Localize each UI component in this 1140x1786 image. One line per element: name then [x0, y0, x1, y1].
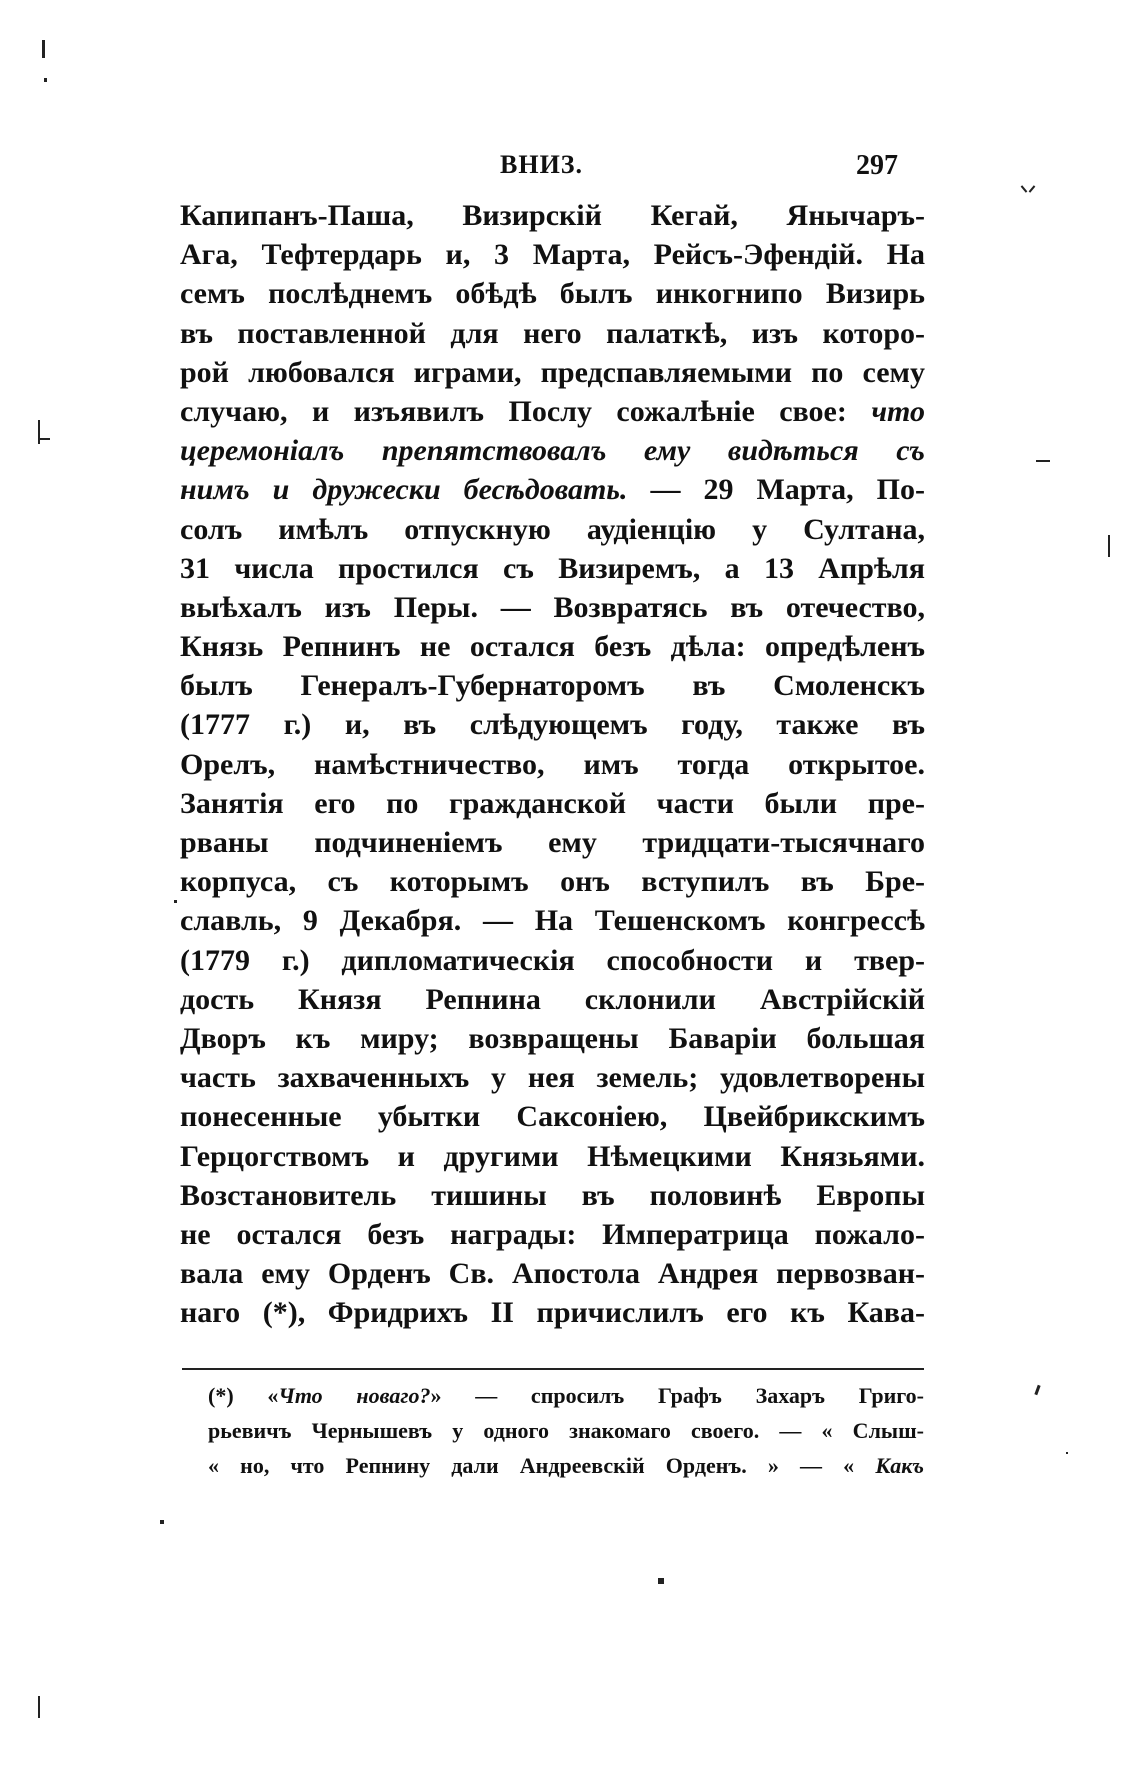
scan-speck: [44, 78, 47, 82]
text-line-4: въ поставленной для него палаткѣ, изъ котоpo-: [180, 316, 925, 350]
footnote-rule: [182, 1368, 924, 1370]
text-line-14: (1777 г.) и, въ слѣдующемъ году, также въ: [180, 708, 925, 742]
scan-speck: [38, 438, 50, 440]
footnote-line-1: (*) «Что новаго?» — спросилъ Графъ Захаръ Григо-: [208, 1383, 925, 1408]
text-line-23: часть захваченныхъ у нея земель; удовлетворены: [180, 1061, 925, 1095]
text-line-6: случаю, и изъявилъ Послу сожалѣніе свое: что: [180, 394, 925, 428]
text-line-25: Герцогствомъ и другими Нѣмецкими Князьями.: [180, 1139, 925, 1173]
text-line-28: вала ему Орденъ Св. Апостола Андрея первозван-: [180, 1257, 925, 1291]
text-line-3: семъ послѣднемъ обѣдѣ былъ инкогнипо Визирь: [180, 277, 925, 311]
text-line-12: Князь Репнинъ не остался безъ дѣла: опредѣленъ: [180, 630, 925, 664]
text-line-13: былъ Генералъ-Губернаторомъ въ Смоленскъ: [180, 669, 925, 703]
text-line-9: солъ имѣлъ отпускную аудіенцію у Султана,: [180, 512, 925, 546]
running-head: [0, 150, 1140, 190]
text-line-2: Ага, Тефтердарь и, 3 Марта, Рейсъ-Эфендій. На: [180, 238, 925, 272]
italic-quote: нимъ и дружески бесѣдовать.: [180, 473, 628, 507]
text-line-27: не остался безъ награды: Императрица пожало-: [180, 1217, 925, 1251]
text-line-22: Дворъ къ миру; возвращены Баваріи большая: [180, 1021, 925, 1055]
scan-speck: [1108, 535, 1110, 557]
scan-speck: [42, 40, 45, 58]
scan-speck: [38, 1696, 40, 1718]
scan-speck: [1066, 1452, 1068, 1454]
body-text: [180, 196, 925, 1332]
scan-speck: [160, 1520, 164, 1524]
text-line-24: понесенные убытки Саксоніею, Цвейбрикскимъ: [180, 1100, 925, 1134]
footnote-line-3: « но, что Репнину дали Андреевскій Орденъ. » — « Какъ: [208, 1453, 924, 1478]
text-line-18: корпуса, съ которымъ онъ вступилъ въ Бре-: [180, 865, 925, 899]
text-line-15: Орелъ, намѣстничество, имъ тогда открытое.: [180, 747, 925, 781]
footnote-line-2: рьевичъ Чернышевъ у одного знакомаго своего. — « Слыш-: [208, 1418, 924, 1443]
scan-speck: [1036, 460, 1050, 462]
text-line-21: дость Князя Репнина склонили Австрійскій: [180, 982, 925, 1016]
running-title: ВНИЗ.: [500, 150, 584, 179]
page-number: 297: [856, 150, 898, 181]
footnote-italic: Какъ: [875, 1453, 924, 1478]
text-line-7: [180, 431, 925, 470]
italic-quote: что: [871, 394, 925, 428]
text-line-19: славль, 9 Декабря. — На Тешенскомъ конгрессѣ: [180, 904, 925, 938]
text-line-17: рваны подчиненіемъ ему тридцати-тысячнаго: [180, 826, 925, 859]
text-line-1: Капипанъ-Паша, Визирскій Кегай, Янычаръ-: [180, 199, 925, 232]
scan-speck: [38, 420, 40, 444]
text-line-16: Занятія его по гражданской части были пре-: [180, 786, 925, 820]
text-line-20: (1779 г.) дипломатическія способности и твер-: [180, 943, 925, 977]
scan-speck: [658, 1578, 664, 1584]
scan-speck: [174, 900, 177, 903]
italic-quote: церемоніалъ препятствовалъ ему видѣться съ: [180, 434, 925, 468]
text-line-8: нимъ и дружески бесѣдовать. — 29 Марта, По-: [180, 473, 925, 507]
text-line-5: рой любовался играми, предспавляемыми по сему: [180, 355, 925, 389]
footnote-italic: Что новаго?: [278, 1383, 431, 1408]
scan-speck: [1034, 1385, 1040, 1395]
text-line-29: наго (*), Фридрихъ II причислилъ его къ Кава-: [180, 1296, 925, 1330]
text-line-10: 31 числа простился съ Визиремъ, а 13 Апрѣля: [180, 551, 925, 585]
text-line-11: выѣхалъ изъ Перы. — Возвратясь въ отечество,: [180, 590, 925, 624]
text-line-26: Возстановитель тишины въ половинѣ Европы: [180, 1178, 925, 1212]
footnote: [208, 1378, 924, 1483]
